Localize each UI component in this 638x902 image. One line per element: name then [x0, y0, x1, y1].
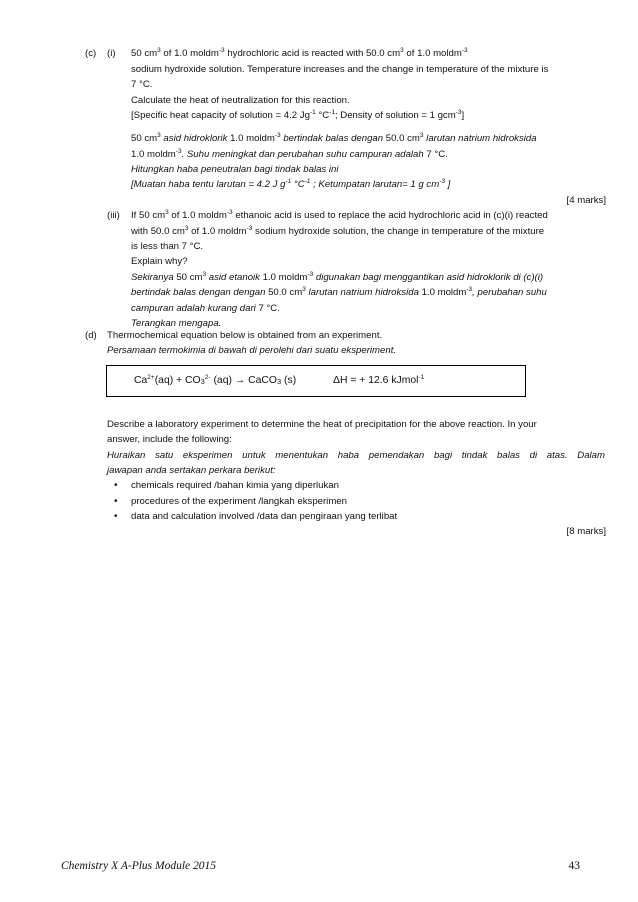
c-iii-ms-line-4: Terangkan mengapa. [131, 318, 222, 329]
d-ms-line-1: Persamaan termokimia di bawah di perolehi dari suatu eksperiment. [107, 345, 397, 356]
c-iii-en-line-4: Explain why? [131, 256, 188, 267]
page-number: 43 [568, 860, 580, 872]
c-iii-ms-line-2: bertindak balas dengan dengan 50.0 $cm^3$ larutan natrium hidroksida 1.0 moldm$^{-3}$, perubahan suhu [131, 286, 547, 298]
c-iii-ms-line-3: campuran adalah kurang dari 7 °C. [131, 303, 280, 314]
list-item: data and calculation involved /data dan pengiraan yang terlibat [131, 511, 398, 522]
d-desc-en-line-1: Describe a laboratory experiment to determine the heat of precipitation for the above reaction. In your [107, 419, 537, 430]
c-iii-ms-line-1: Sekiranya 50 $cm^3$ asid etanoik 1.0 moldm$^{-3}$ digunakan bagi menggantikan asid hidroklorik di (c)(i) [131, 271, 544, 283]
c-i-en-line-2: sodium hydroxide solution. Temperature increases and the change in temperature of the mixture is [131, 64, 549, 75]
question-d-label: (d) [85, 330, 97, 341]
equation-enthalpy: ΔH = + 12.6 kJmol$^{-1}$ [333, 374, 425, 386]
c-i-ms-line-3: Hitungkan haba peneutralan bagi tindak balas ini [131, 164, 339, 175]
d-desc-ms-line-1: Huraikan satu eksperimen untuk menentukan haba pemendakan bagi tindak balas di atas. Dalam [107, 450, 605, 461]
bullet-icon: • [114, 480, 118, 491]
c-iii-en-line-2: with 50.0 $cm^3$ of 1.0 moldm$^{-3}$ sodium hydroxide solution, the change in temperature of the mixture [131, 225, 545, 237]
c-iii-en-line-3: is less than 7 °C. [131, 241, 204, 252]
bullet-icon: • [114, 511, 118, 522]
d-marks: [8 marks] [566, 526, 606, 537]
c-i-en-line-1: 50 $cm^3$ of 1.0 moldm$^{-3}$ hydrochloric acid is reacted with 50.0 $cm^3$ of 1.0 moldm$^{-3}$ [131, 47, 468, 59]
c-i-ms-line-1: 50 $cm^3$ asid hidroklorik 1.0 moldm$^{-3}$ bertindak balas dengan 50.0 $cm^3$ larutan natrium hidroksida [131, 132, 537, 144]
c-i-marks: [4 marks] [566, 195, 606, 206]
d-desc-ms-line-2: jawapan anda sertakan perkara berikut: [107, 465, 276, 476]
bullet-icon: • [114, 496, 118, 507]
equation-box [106, 365, 526, 397]
list-item: procedures of the experiment /langkah eksperimen [131, 496, 347, 507]
c-i-ms-line-4: [Muatan haba tentu larutan = 4.2 J $g^{-1}$ $^\circ C^{-1}$ ; Ketumpatan larutan= 1 g $cm^{-3}$ ] [131, 178, 451, 190]
question-c-label: (c) [85, 48, 97, 59]
question-c-iii-label: (iii) [107, 210, 120, 221]
c-i-ms-line-2: 1.0 moldm$^{-3}$. Suhu meningkat dan perubahan suhu campuran adalah 7 °C. [131, 148, 448, 160]
footer-module-title: Chemistry X A-Plus Module 2015 [61, 860, 217, 872]
c-i-en-line-3: 7 °C. [131, 79, 153, 90]
question-c-i-label: (i) [107, 48, 116, 59]
equation-reaction: $Ca^{2+}(aq) + CO3^{2-}$ (aq) → CaCO3 (s) [134, 374, 297, 386]
d-en-line-1: Thermochemical equation below is obtained from an experiment. [107, 330, 383, 341]
c-i-en-line-5: [Specific heat capacity of solution = 4.2 $Jg^{-1}$ $^\circ C^{-1}$; Density of solution = 1 gcm$^{-3}$] [131, 109, 465, 121]
list-item: chemicals required /bahan kimia yang diperlukan [131, 480, 339, 491]
c-i-en-line-4: Calculate the heat of neutralization for this reaction. [131, 95, 350, 106]
d-desc-en-line-2: answer, include the following: [107, 434, 232, 445]
c-iii-en-line-1: If 50 $cm^3$ of 1.0 moldm$^{-3}$ ethanoic acid is used to replace the acid hydrochloric acid in (c)(i) reacted [131, 209, 548, 221]
